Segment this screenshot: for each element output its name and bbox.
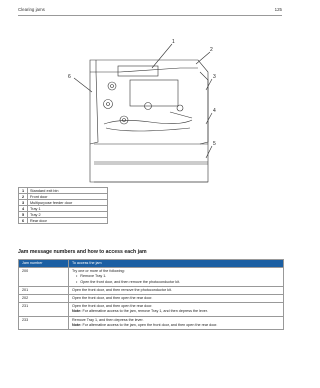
page-number: 125 [274, 7, 282, 12]
jam-row [19, 295, 284, 303]
front-door-outline [200, 72, 208, 144]
jam-table-header-access: To access the jam [69, 260, 284, 268]
jam-access [69, 268, 284, 287]
jam-access [69, 286, 284, 294]
legend-number: 4 [19, 206, 28, 212]
callout-2: 2 [210, 47, 213, 53]
jam-number: 233 [19, 316, 69, 329]
roller-4 [177, 105, 183, 111]
legend-row [19, 218, 108, 224]
roller-5-hub [123, 119, 126, 122]
callout-6: 6 [68, 74, 71, 80]
jam-access-bullet: • Open the front door, and then remove the photoconductor kit. [72, 280, 280, 285]
legend-label: Tray 2 [28, 212, 108, 218]
jam-access-intro: Try one or more of the following: [72, 269, 125, 274]
jam-access-text: Open the front door, and then open the rear door. [72, 296, 153, 301]
legend-label: Rear door [28, 218, 108, 224]
legend-number: 2 [19, 194, 28, 200]
jam-access-note [72, 323, 280, 328]
jam-row [19, 268, 284, 287]
paper-path-2 [106, 128, 190, 131]
photoconductor-block [130, 80, 178, 106]
note-text: For alternative access to the jam, remove Tray 1, and then depress the lever. [82, 309, 208, 314]
legend-number: 3 [19, 200, 28, 206]
leader-5 [206, 146, 212, 158]
jam-access-text: Open the front door, and then open the rear door. [72, 304, 153, 309]
page-header-title: Clearing jams [18, 7, 45, 12]
callout-3: 3 [213, 74, 216, 80]
legend-table [18, 187, 108, 224]
legend-label: Front door [28, 194, 108, 200]
jam-number: 201 [19, 286, 69, 294]
feeder-path [170, 112, 192, 118]
leader-3 [206, 79, 212, 90]
callout-5: 5 [213, 141, 216, 147]
legend-number: 5 [19, 212, 28, 218]
leader-6 [74, 78, 92, 92]
roller-2-hub [107, 103, 110, 106]
jam-access-text: Open the front door, and then remove the photoconductor kit. [72, 287, 172, 292]
header-rule [18, 15, 282, 16]
jam-access [69, 303, 284, 316]
section-title: Jam message numbers and how to access each jam [18, 249, 147, 255]
leader-2 [196, 52, 210, 64]
jam-table-header [19, 260, 284, 268]
legend-number: 1 [19, 188, 28, 194]
roller-1-hub [111, 85, 114, 88]
jam-row [19, 286, 284, 294]
jam-row [19, 316, 284, 329]
jam-access-text: Remove Tray 1, and then depress the lever. [72, 317, 144, 322]
jam-number: 231 [19, 303, 69, 316]
rear-door-outline [90, 72, 98, 144]
printer-diagram-svg [60, 32, 230, 190]
legend-label: Standard exit bin [28, 188, 108, 194]
jam-table-header-code: Jam number [19, 260, 69, 268]
roller-5 [120, 116, 128, 124]
legend-label: Tray 1 [28, 206, 108, 212]
legend-number: 6 [19, 218, 28, 224]
jam-access-note [72, 309, 280, 314]
jam-access-bullet: • Remove Tray 1. [72, 274, 280, 279]
roller-1 [108, 82, 116, 90]
note-label: Note: [72, 322, 82, 327]
jam-access [69, 295, 284, 303]
leader-4 [206, 113, 212, 124]
jam-access [69, 316, 284, 329]
callout-4: 4 [213, 108, 216, 114]
note-text: For alternative access to the jam, open the front door, and then open the rear door. [82, 322, 218, 327]
jam-table [18, 259, 284, 330]
note-label: Note: [72, 309, 82, 314]
jam-number: 200 [19, 268, 69, 287]
page-header [18, 7, 282, 17]
jam-number: 202 [19, 295, 69, 303]
roller-2 [104, 100, 113, 109]
leader-1 [152, 44, 172, 68]
jam-row [19, 303, 284, 316]
callout-1: 1 [172, 39, 175, 45]
legend-label: Multipurpose feeder door [28, 200, 108, 206]
printer-diagram [60, 32, 230, 190]
paper-path-1 [104, 120, 192, 124]
